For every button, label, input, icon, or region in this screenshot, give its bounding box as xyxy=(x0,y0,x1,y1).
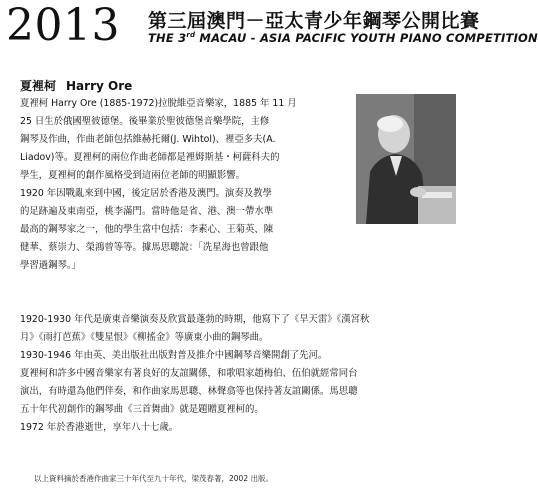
biography-line: 學習過鋼琴。」 xyxy=(20,260,81,271)
portrait-photo xyxy=(356,94,456,224)
biography-line: 25 日生於俄國聖彼德堡。後畢業於聖彼德堡音樂學院，主修 xyxy=(20,116,270,127)
competition-title-english: THE 3rd MACAU - ASIA PACIFIC YOUTH PIANO COMPETITION xyxy=(148,31,538,45)
source-note: 以上資料摘於香港作曲家三十年代至九十年代，梁茂春著，2002 出版。 xyxy=(34,474,273,483)
biography-line: 1920-1930 年代是廣東音樂演奏及欣賞最蓬勃的時期，他寫下了《旱天雷》《漢宮秋 xyxy=(20,314,370,325)
biography-line: 健華、蔡崇力、榮鴻曾等等。據馬思聰說：「冼星海也曾跟他 xyxy=(20,242,269,253)
composer-name-chinese: 夏裡柯 xyxy=(20,79,57,93)
biography-line: 1920 年因戰亂來到中國，後定居於香港及澳門。演奏及教學 xyxy=(20,188,272,199)
competition-year: 2013 xyxy=(6,0,120,51)
biography-line: 的足跡遍及東南亞，桃李滿門。當時他是省、港、澳一帶水準 xyxy=(20,206,274,217)
biography-line: 1972 年於香港逝世，享年八十七歲。 xyxy=(20,422,179,433)
biography-line: 最高的鋼琴家之一，他的學生當中包括：李素心、王菊英、陳 xyxy=(20,224,274,235)
portrait-photo-graphic xyxy=(356,94,456,224)
composer-heading xyxy=(20,77,142,94)
biography-intro xyxy=(20,95,350,275)
biography-line: 夏裡柯和許多中國音樂家有著良好的友誼關係，和歌唱家趙梅伯、伍伯就經常同台 xyxy=(20,368,358,379)
biography-line: 1930-1946 年由英、美出版社出版對普及推介中國鋼琴音樂開創了先河。 xyxy=(20,350,328,361)
biography-continued xyxy=(20,311,460,437)
composer-name-english: Harry Ore xyxy=(66,79,133,93)
biography-line: 月》《雨打芭蕉》《雙星恨》《柳搖金》等廣東小曲的鋼琴曲。 xyxy=(20,332,269,343)
biography-line: Liadov)等。夏裡柯的兩位作曲老師都是裡姆斯基・柯薩科夫的 xyxy=(20,152,280,163)
competition-title-chinese: 第三屆澳門－亞太青少年鋼琴公開比賽 xyxy=(148,10,480,32)
competition-header xyxy=(0,0,538,62)
biography-line: 五十年代初創作的鋼琴曲《三首舞曲》就是題贈夏裡柯的。 xyxy=(20,404,264,415)
biography-line: 演出，有時還為他們伴奏，和作曲家馬思聰、林聲翕等也保持著友誼關係。馬思聰 xyxy=(20,386,358,397)
biography-line: 夏裡柯 Harry Ore (1885-1972)拉脫維亞音樂家，1885 年 11 月 xyxy=(20,98,297,109)
biography-line: 學生，夏裡柯的創作風格受到這兩位老師的明顯影響。 xyxy=(20,170,246,181)
biography-line: 鋼琴及作曲，作曲老師包括維赫托爾(J. Wihtol)、裡亞多夫(A. xyxy=(20,134,276,145)
